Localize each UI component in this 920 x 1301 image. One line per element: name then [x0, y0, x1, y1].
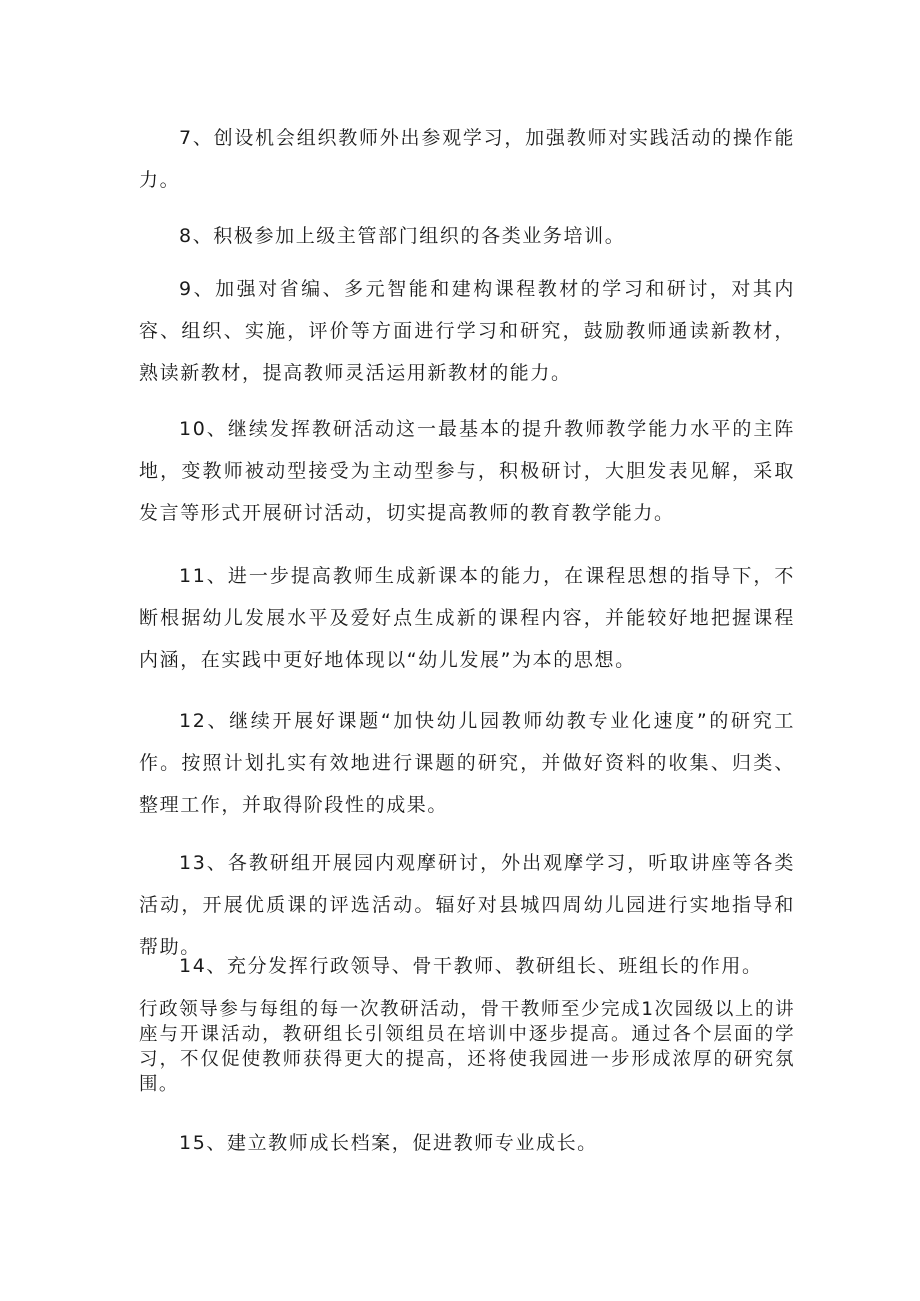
paragraph-14: 14、充分发挥行政领导、骨干教师、教研组长、班组长的作用。: [179, 955, 763, 977]
paragraph-10: 10、继续发挥教研活动这一最基本的提升教师教学能力水平的主阵地，变教师被动型接受为主动型参与，积极研讨，大胆发表见解，采取发言等形式开展研讨活动，切实提高教师的教育教学能力。: [139, 418, 795, 524]
paragraph-8: 8、积极参加上级主管部门组织的各类业务培训。: [179, 225, 626, 247]
paragraph-7: 7、创设机会组织教师外出参观学习，加强教师对实践活动的操作能力。: [139, 127, 795, 191]
paragraph-13: 13、各教研组开展园内观摩研讨，外出观摩学习，听取讲座等各类活动，开展优质课的评选活动。辐好对县城四周幼儿园进行实地指导和帮助。: [139, 852, 795, 958]
paragraph-11: 11、进一步提高教师生成新课本的能力，在课程思想的指导下，不断根据幼儿发展水平及爱好点生成新的课程内容，并能较好地把握课程内涵，在实践中更好地体现以“幼儿发展”为本的思想。: [139, 565, 795, 671]
paragraph-14-body: 行政领导参与每组的每一次教研活动，骨干教师至少完成1次园级以上的讲座与开课活动，教研组长引领组员在培训中逐步提高。通过各个层面的学习，不仅促使教师获得更大的提高，还将使我园进一步形成浓厚的研究氛围。: [139, 999, 795, 1095]
paragraph-12: 12、继续开展好课题“加快幼儿园教师幼教专业化速度”的研究工作。按照计划扎实有效地进行课题的研究，并做好资料的收集、归类、整理工作，并取得阶段性的成果。: [139, 710, 795, 816]
paragraph-9: 9、加强对省编、多元智能和建构课程教材的学习和研讨，对其内容、组织、实施，评价等方面进行学习和研究，鼓励教师通读新教材，熟读新教材，提高教师灵活运用新教材的能力。: [139, 278, 795, 384]
paragraph-15: 15、建立教师成长档案，促进教师专业成长。: [179, 1132, 598, 1154]
